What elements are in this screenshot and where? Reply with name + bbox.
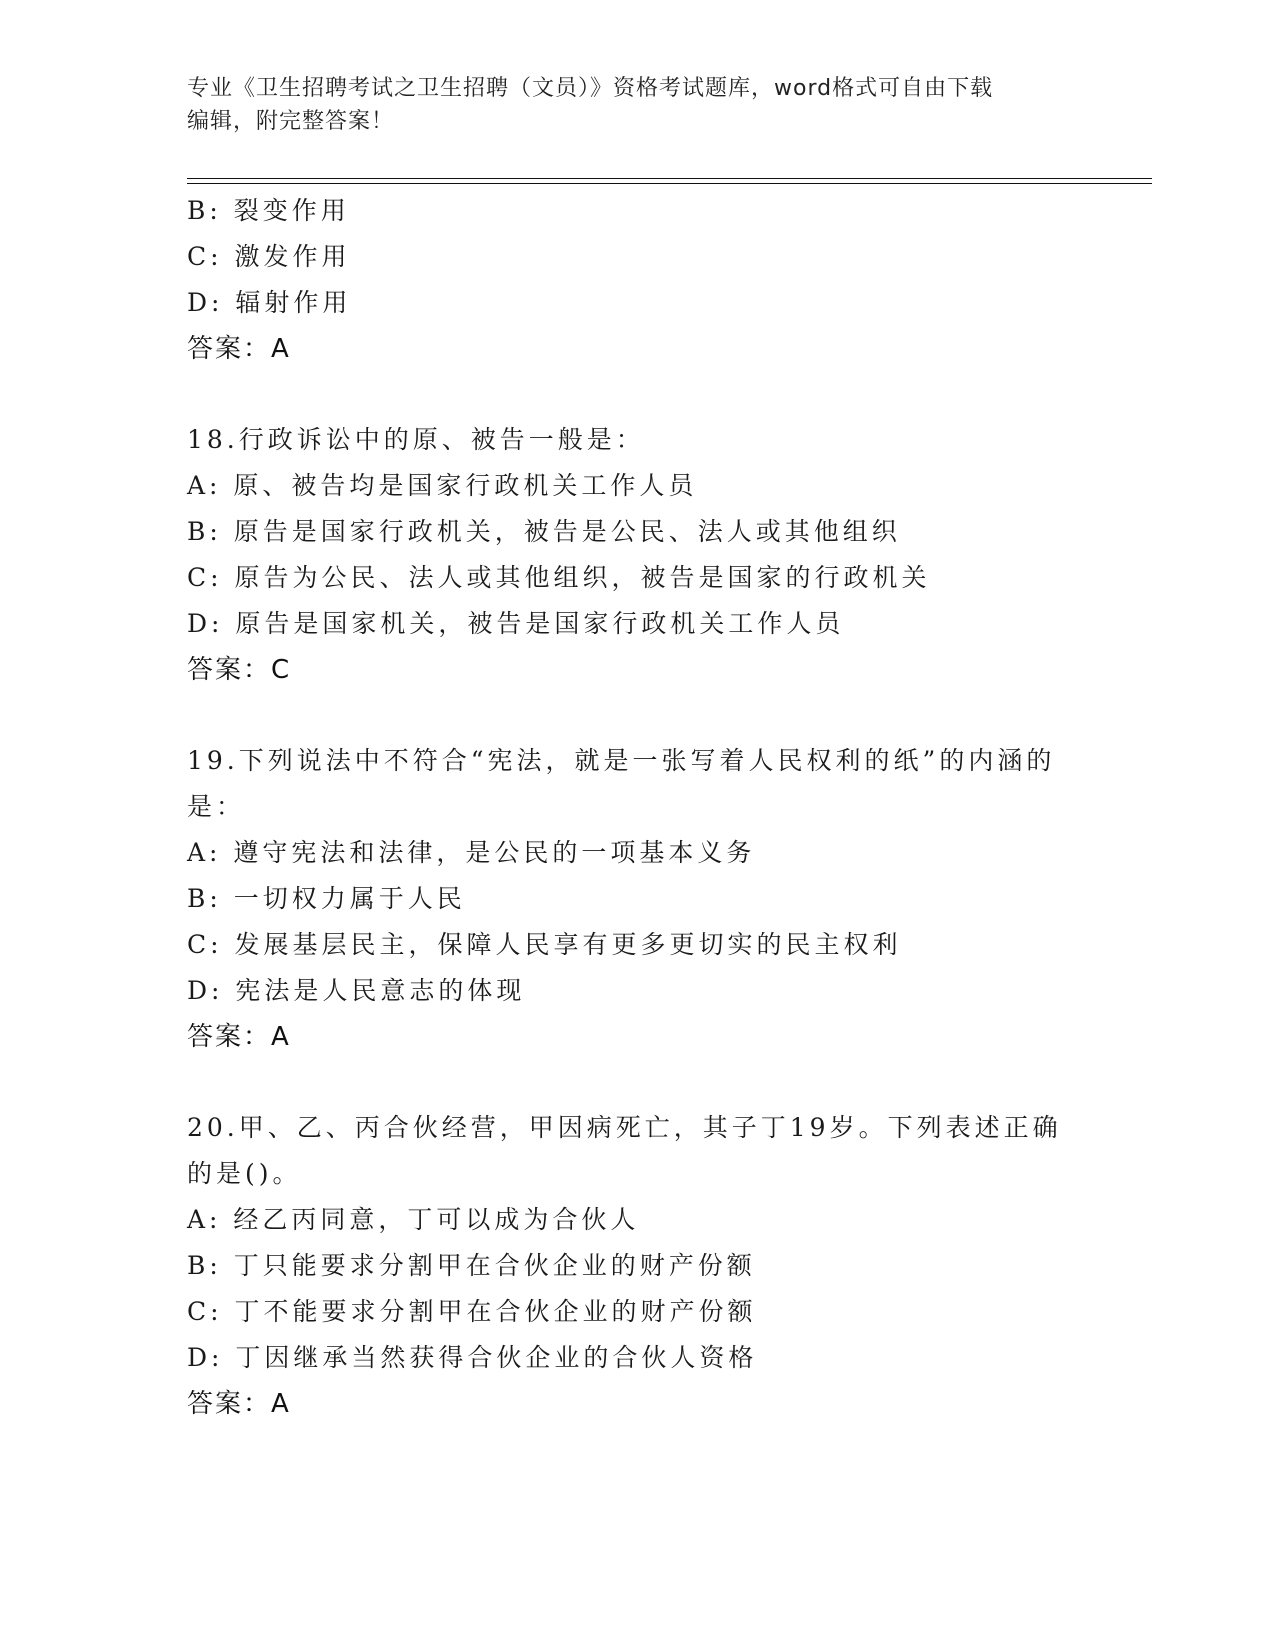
option-b: B: 原告是国家行政机关，被告是公民、法人或其他组织 xyxy=(187,517,901,546)
option-b: B: 丁只能要求分割甲在合伙企业的财产份额 xyxy=(187,1251,756,1280)
question-17 xyxy=(187,188,1087,372)
option-b: B: 裂变作用 xyxy=(187,196,350,225)
answer: 答案：A xyxy=(187,334,291,364)
question-title-line-1: 19.下列说法中不符合“宪法，就是一张写着人民权利的纸”的内涵的 xyxy=(187,746,1056,775)
header-divider-bottom xyxy=(187,183,1152,184)
answer: 答案：C xyxy=(187,655,292,685)
question-20 xyxy=(187,1105,1087,1427)
option-d: D: 丁因继承当然获得合伙企业的合伙人资格 xyxy=(187,1343,758,1372)
option-c: C: 丁不能要求分割甲在合伙企业的财产份额 xyxy=(187,1297,757,1326)
option-c: C: 原告为公民、法人或其他组织，被告是国家的行政机关 xyxy=(187,563,931,592)
question-title-line-2: 是： xyxy=(187,792,246,821)
option-a: A: 遵守宪法和法律，是公民的一项基本义务 xyxy=(187,838,756,867)
option-b: B: 一切权力属于人民 xyxy=(187,884,466,913)
option-d: D: 辐射作用 xyxy=(187,288,352,317)
option-c: C: 发展基层民主，保障人民享有更多更切实的民主权利 xyxy=(187,930,902,959)
question-19 xyxy=(187,738,1087,1060)
option-d: D: 原告是国家机关，被告是国家行政机关工作人员 xyxy=(187,609,845,638)
question-title-line-2: 的是()。 xyxy=(187,1159,302,1188)
header-divider-top xyxy=(187,178,1152,179)
question-title: 18.行政诉讼中的原、被告一般是： xyxy=(187,425,645,454)
header-line-2: 编辑，附完整答案！ xyxy=(187,109,395,134)
option-c: C: 激发作用 xyxy=(187,242,351,271)
answer: 答案：A xyxy=(187,1022,291,1052)
header-line-1: 专业《卫生招聘考试之卫生招聘（文员）》资格考试题库，word格式可自由下载 xyxy=(187,76,994,101)
question-title-line-1: 20.甲、乙、丙合伙经营，甲因病死亡，其子丁19岁。下列表述正确 xyxy=(187,1113,1062,1142)
option-a: A: 原、被告均是国家行政机关工作人员 xyxy=(187,471,698,500)
answer: 答案：A xyxy=(187,1389,291,1419)
question-18 xyxy=(187,417,1087,693)
question-content xyxy=(187,188,1087,1427)
option-d: D: 宪法是人民意志的体现 xyxy=(187,976,526,1005)
document-header xyxy=(187,72,1067,138)
option-a: A: 经乙丙同意，丁可以成为合伙人 xyxy=(187,1205,640,1234)
